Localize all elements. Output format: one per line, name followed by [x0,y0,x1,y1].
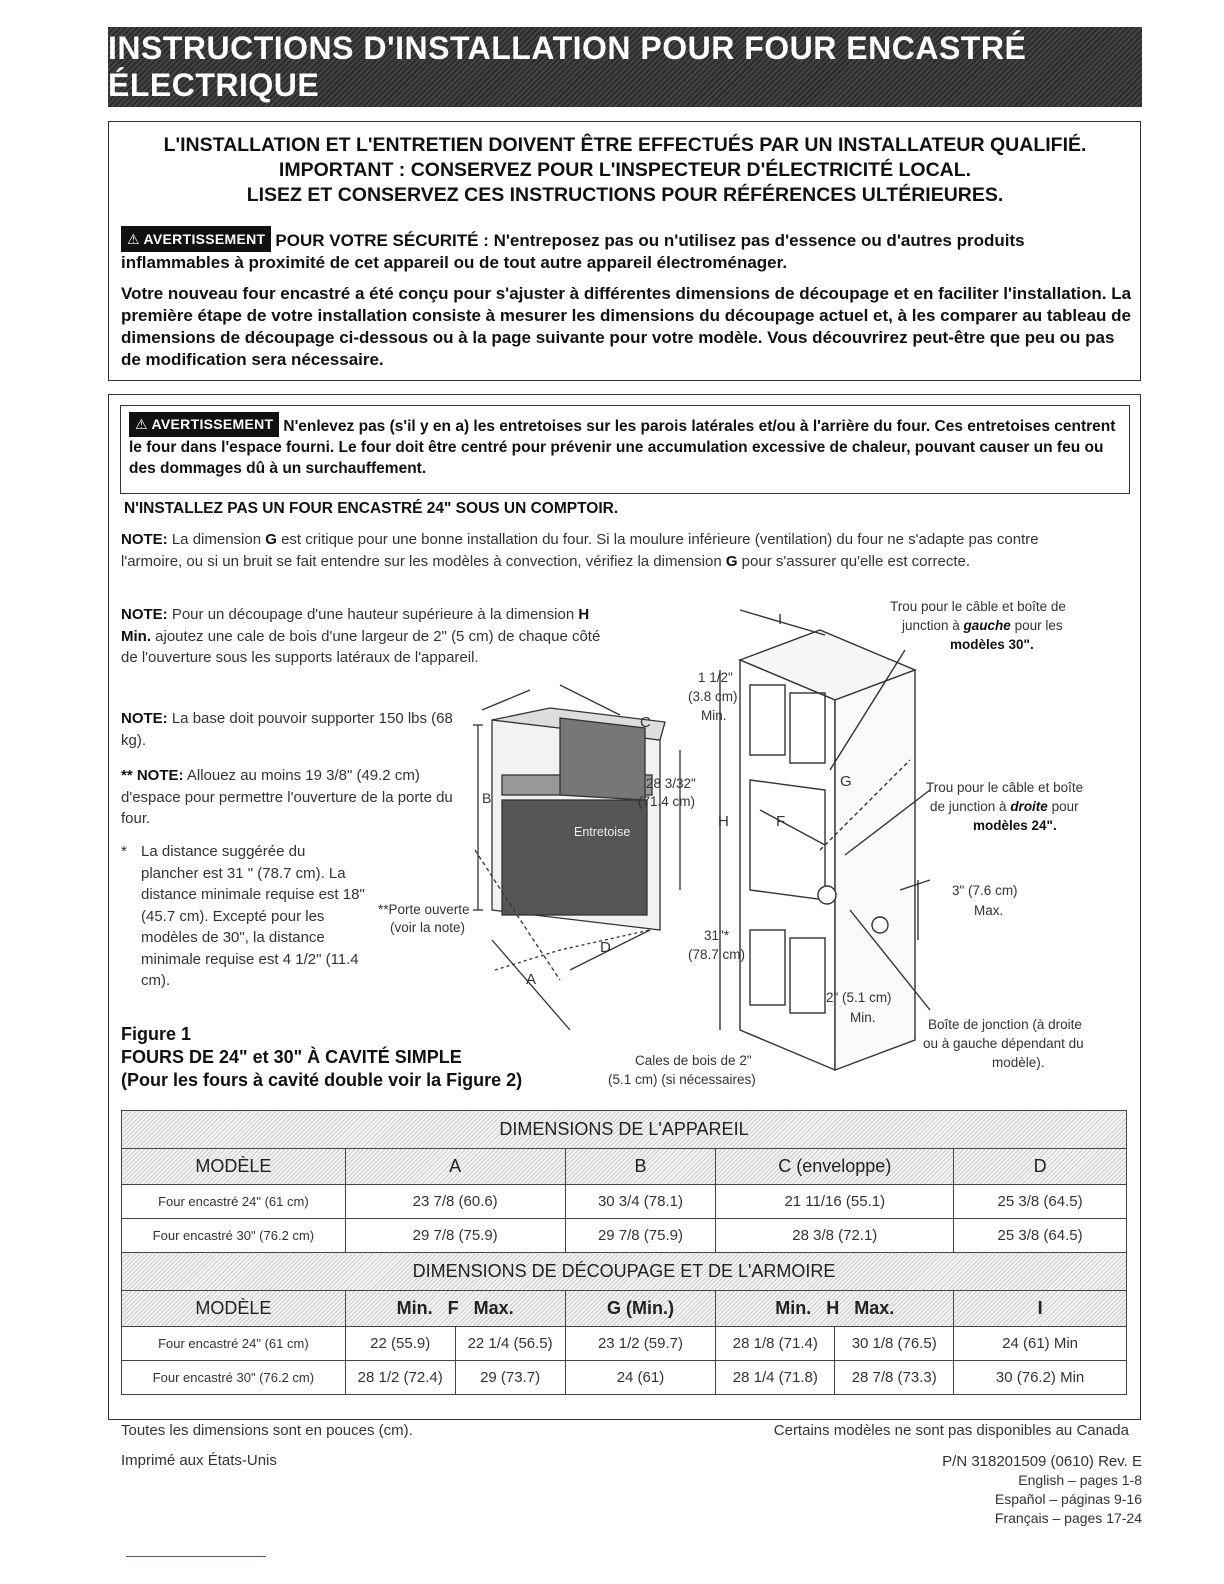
page-ref-french: Français – pages 17-24 [994,1510,1142,1526]
dim-31-cm: (78.7 cm) [688,947,746,962]
note-floor: * La distance suggérée du plancher est 31 " (78.7 cm). La distance minimale requise est 18" (45.7 cm). Excepté pour les modèles de 30", la distance minimale requise est 4 1/2" (11.4 cm). [121,843,365,989]
table-row: Four encastré 30" (76.2 cm) 29 7/8 (75.9) 29 7/8 (75.9) 28 3/8 (72.1) 25 3/8 (64.5) [122,1219,1127,1253]
table1-header: B [565,1149,716,1185]
figure-subtitle-2: (Pour les fours à cavité double voir la Figure 2) [121,1070,523,1090]
warning-safety-text: POUR VOTRE SÉCURITÉ : N'entreposez pas ou n'utilisez pas d'essence ou d'autres produits inflammables à proximité de cet appareil ou de tout autre appareil électroménager. [121,231,1025,272]
warning-spacers-text: N'enlevez pas (s'il y en a) les entretoises sur les parois latérales et/ou à l'arrière du four. Ces entretoises centrent le four dans l'espace fourni. Le four doit être centré pour prévenir une accumulation excessive de chaleur, pouvant causer un feu ou des dommages dû à un surchauffement. [129,418,1116,477]
warning-safety [121,226,1131,274]
dim-15-cm: (3.8 cm) [688,689,738,704]
table2-title: DIMENSIONS DE DÉCOUPAGE ET DE L'ARMOIRE [122,1253,1127,1291]
warning-badge: ⚠ AVERTISSEMENT [121,226,271,252]
label-714: (71.4 cm) [638,794,696,809]
table2-header: MODÈLE [122,1291,346,1327]
table-row: Four encastré 24" (61 cm) 22 (55.9) 22 1/4 (56.5) 23 1/2 (59.7) 28 1/8 (71.4) 30 1/8 (76.5) 24 (61) Min [122,1327,1127,1361]
table2-header: G (Min.) [565,1291,716,1327]
hole-left-3: modèles 30". [950,637,1034,652]
label-entretoise: Entretoise [574,825,631,839]
jbox-1: Boîte de jonction (à droite [928,1017,1082,1032]
figure-subtitle: FOURS DE 24" et 30" À CAVITÉ SIMPLE [121,1047,462,1067]
header-block [110,133,1140,208]
label-a: A [526,971,537,988]
label-c: C [640,714,651,731]
dim-15-min: Min. [701,708,727,723]
warning-spacers [129,412,1121,479]
part-number: P/N 318201509 (0610) Rev. E [942,1453,1142,1470]
note-h-min: NOTE: Pour un découpage d'une hauteur supérieure à la dimension H Min. ajoutez une cale de bois d'une largeur de 2" (5 cm) de chaque côté de l'ouverture sous les supports latéraux de l'appareil. [121,606,601,666]
label-i: I [778,611,783,628]
dim-3-in: 3" (7.6 cm) [952,883,1018,898]
page-ref-english: English – pages 1-8 [1018,1472,1142,1488]
header-line-1: L'INSTALLATION ET L'ENTRETIEN DOIVENT ÊTRE EFFECTUÉS PAR UN INSTALLATEUR QUALIFIÉ. [163,134,1087,156]
footnote-units: Toutes les dimensions sont en pouces (cm). [121,1422,413,1439]
page-banner [108,27,1142,107]
no-install-warning: N'INSTALLEZ PAS UN FOUR ENCASTRÉ 24" SOUS UN COMPTOIR. [124,500,619,517]
label-porte: **Porte ouverte [378,902,470,917]
label-d: D [600,939,611,956]
printed-in: Imprimé aux États-Unis [121,1452,277,1469]
dim-15-in: 1 1/2" [698,670,733,685]
label-h: H [718,813,729,830]
hole-left-1: Trou pour le câble et boîte de [890,599,1066,614]
intro-paragraph: Votre nouveau four encastré a été conçu pour s'ajuster à différentes dimensions de découpage et en faciliter l'installation. La première étape de votre installation consiste à mesurer les dimensions du découpage actuel et, à les comparer au tableau de dimensions de découpage ci-dessous ou à la page suivante pour votre modèle. Vous découvrirez peut-être que peu ou pas de modification sera nécessaire. [121,284,1132,369]
table2-header: Min. F Max. [345,1291,565,1327]
label-b: B [482,790,492,806]
hole-left-2: junction à gauche pour les [902,618,1063,633]
shims-2: (5.1 cm) (si nécessaires) [608,1072,756,1087]
table1-header: D [954,1149,1127,1185]
table1-header: C (enveloppe) [716,1149,954,1185]
table2-header: Min. H Max. [716,1291,954,1327]
table1-header: A [345,1149,565,1185]
cabinet-front [740,660,835,1070]
label-f: F [776,813,786,830]
link-underline [126,1556,266,1557]
footnote-canada: Certains modèles ne sont pas disponibles au Canada [773,1422,1129,1439]
header-line-3: LISEZ ET CONSERVEZ CES INSTRUCTIONS POUR RÉFÉRENCES ULTÉRIEURES. [246,184,1004,206]
header-line-2: IMPORTANT : CONSERVEZ POUR L'INSPECTEUR D'ÉLECTRICITÉ LOCAL. [278,159,972,181]
label-g: G [840,773,852,790]
dim-3-max: Max. [974,903,1004,918]
jbox-3: modèle). [992,1055,1045,1070]
table1-title: DIMENSIONS DE L'APPAREIL [122,1111,1127,1149]
dim-2-min: Min. [850,1010,876,1025]
note-base: NOTE: La base doit pouvoir supporter 150 lbs (68 kg). [121,710,453,749]
jbox-2: ou à gauche dépendant du [923,1036,1084,1051]
warning-badge: ⚠ AVERTISSEMENT [129,412,279,437]
table-row: Four encastré 30" (76.2 cm) 28 1/2 (72.4) 29 (73.7) 24 (61) 28 1/4 (71.8) 28 7/8 (73.3) 30 (76.2) Min [122,1361,1127,1395]
table-row: Four encastré 24" (61 cm) 23 7/8 (60.6) 30 3/4 (78.1) 21 11/16 (55.1) 25 3/8 (64.5) [122,1185,1127,1219]
figure-title: Figure 1 [121,1024,192,1044]
label-voir-note: (voir la note) [390,920,466,935]
note-g: NOTE: La dimension G est critique pour une bonne installation du four. Si la moulure inférieure (ventilation) du four ne s'adapte pas contre l'armoire, ou si un bruit se fait entendre sur les modèles à convection, vérifiez la dimension G pour s'assurer qu'elle est correcte. [121,531,1039,570]
cabinet-diagram [600,590,1140,1090]
banner-title: INSTRUCTIONS D'INSTALLATION POUR FOUR ENCASTRÉ ÉLECTRIQUE [108,30,1027,103]
shims-1: Cales de bois de 2" [635,1053,752,1068]
dimensions-table [121,1110,1127,1395]
dim-31-in: 31"* [704,928,730,943]
hole-right-3: modèles 24". [973,818,1057,833]
label-28: 28 3/32" [646,776,696,791]
note-door: ** NOTE: Allouez au moins 19 3/8" (49.2 cm) d'espace pour permettre l'ouverture de la porte du four. [121,767,453,827]
part-number-block [942,1452,1142,1528]
table1-header: MODÈLE [122,1149,346,1185]
hole-right-1: Trou pour le câble et boîte [926,780,1084,795]
spacer-warning-box [120,405,1130,494]
dim-2-in: 2" (5.1 cm) [826,990,892,1005]
table2-header: I [954,1291,1127,1327]
hole-right-2: de junction à droite pour [930,799,1079,814]
page-ref-spanish: Español – páginas 9-16 [994,1491,1142,1507]
